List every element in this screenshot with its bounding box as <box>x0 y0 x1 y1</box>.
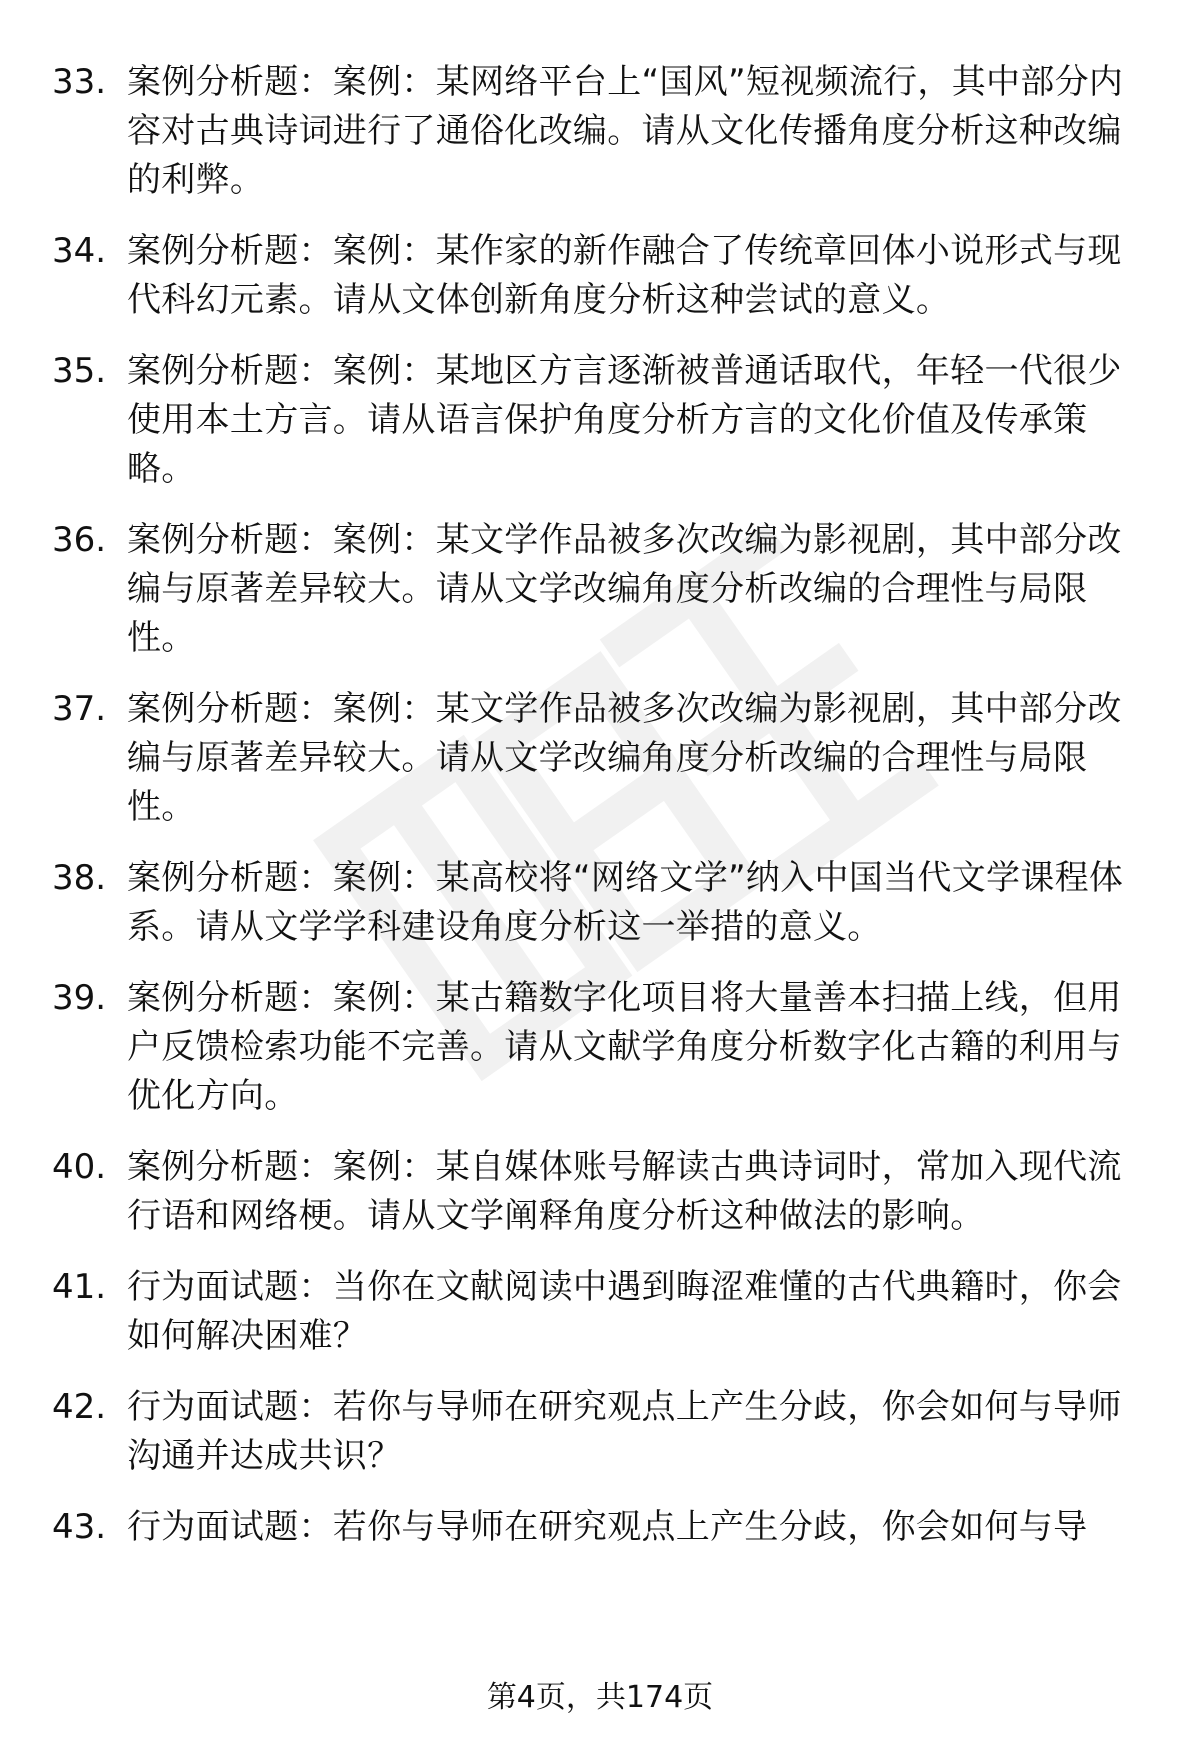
question-number: 34. <box>52 231 107 271</box>
question-item <box>52 974 1142 1121</box>
question-item <box>52 516 1142 663</box>
question-item <box>52 1503 1142 1552</box>
question-number: 41. <box>52 1267 107 1307</box>
question-text: 行为面试题：若你与导师在研究观点上产生分歧，你会如何与导师沟通并达成共识？ <box>127 1387 1122 1476</box>
question-number: 37. <box>52 689 107 729</box>
question-number: 36. <box>52 520 107 560</box>
question-item <box>52 685 1142 832</box>
question-text: 案例分析题：案例：某地区方言逐渐被普通话取代，年轻一代很少使用本土方言。请从语言保护角度分析方言的文化价值及传承策略。 <box>127 351 1122 489</box>
question-text: 案例分析题：案例：某文学作品被多次改编为影视剧，其中部分改编与原著差异较大。请从文学改编角度分析改编的合理性与局限性。 <box>127 689 1122 827</box>
question-number: 35. <box>52 351 107 391</box>
question-number: 40. <box>52 1147 107 1187</box>
question-text: 行为面试题：若你与导师在研究观点上产生分歧，你会如何与导 <box>127 1507 1088 1547</box>
question-list <box>52 58 1142 1574</box>
question-item <box>52 1263 1142 1361</box>
page-number-label: 第4页，共174页 <box>486 1680 714 1715</box>
question-text: 行为面试题：当你在文献阅读中遇到晦涩难懂的古代典籍时，你会如何解决困难？ <box>127 1267 1122 1356</box>
question-text: 案例分析题：案例：某自媒体账号解读古典诗词时，常加入现代流行语和网络梗。请从文学阐释角度分析这种做法的影响。 <box>127 1147 1122 1236</box>
question-text: 案例分析题：案例：某高校将“网络文学”纳入中国当代文学课程体系。请从文学学科建设角度分析这一举措的意义。 <box>127 858 1124 947</box>
question-item <box>52 347 1142 494</box>
question-number: 42. <box>52 1387 107 1427</box>
page-footer <box>0 1678 1200 1718</box>
question-text: 案例分析题：案例：某作家的新作融合了传统章回体小说形式与现代科幻元素。请从文体创新角度分析这种尝试的意义。 <box>127 231 1122 320</box>
question-item <box>52 1383 1142 1481</box>
question-text: 案例分析题：案例：某古籍数字化项目将大量善本扫描上线，但用户反馈检索功能不完善。请从文献学角度分析数字化古籍的利用与优化方向。 <box>127 978 1122 1116</box>
question-text: 案例分析题：案例：某网络平台上“国风”短视频流行，其中部分内容对古典诗词进行了通俗化改编。请从文化传播角度分析这种改编的利弊。 <box>127 62 1124 200</box>
question-number: 38. <box>52 858 107 898</box>
question-item <box>52 227 1142 325</box>
question-item <box>52 1143 1142 1241</box>
question-number: 39. <box>52 978 107 1018</box>
question-number: 33. <box>52 62 107 102</box>
question-text: 案例分析题：案例：某文学作品被多次改编为影视剧，其中部分改编与原著差异较大。请从文学改编角度分析改编的合理性与局限性。 <box>127 520 1122 658</box>
question-number: 43. <box>52 1507 107 1547</box>
question-item <box>52 854 1142 952</box>
question-item <box>52 58 1142 205</box>
